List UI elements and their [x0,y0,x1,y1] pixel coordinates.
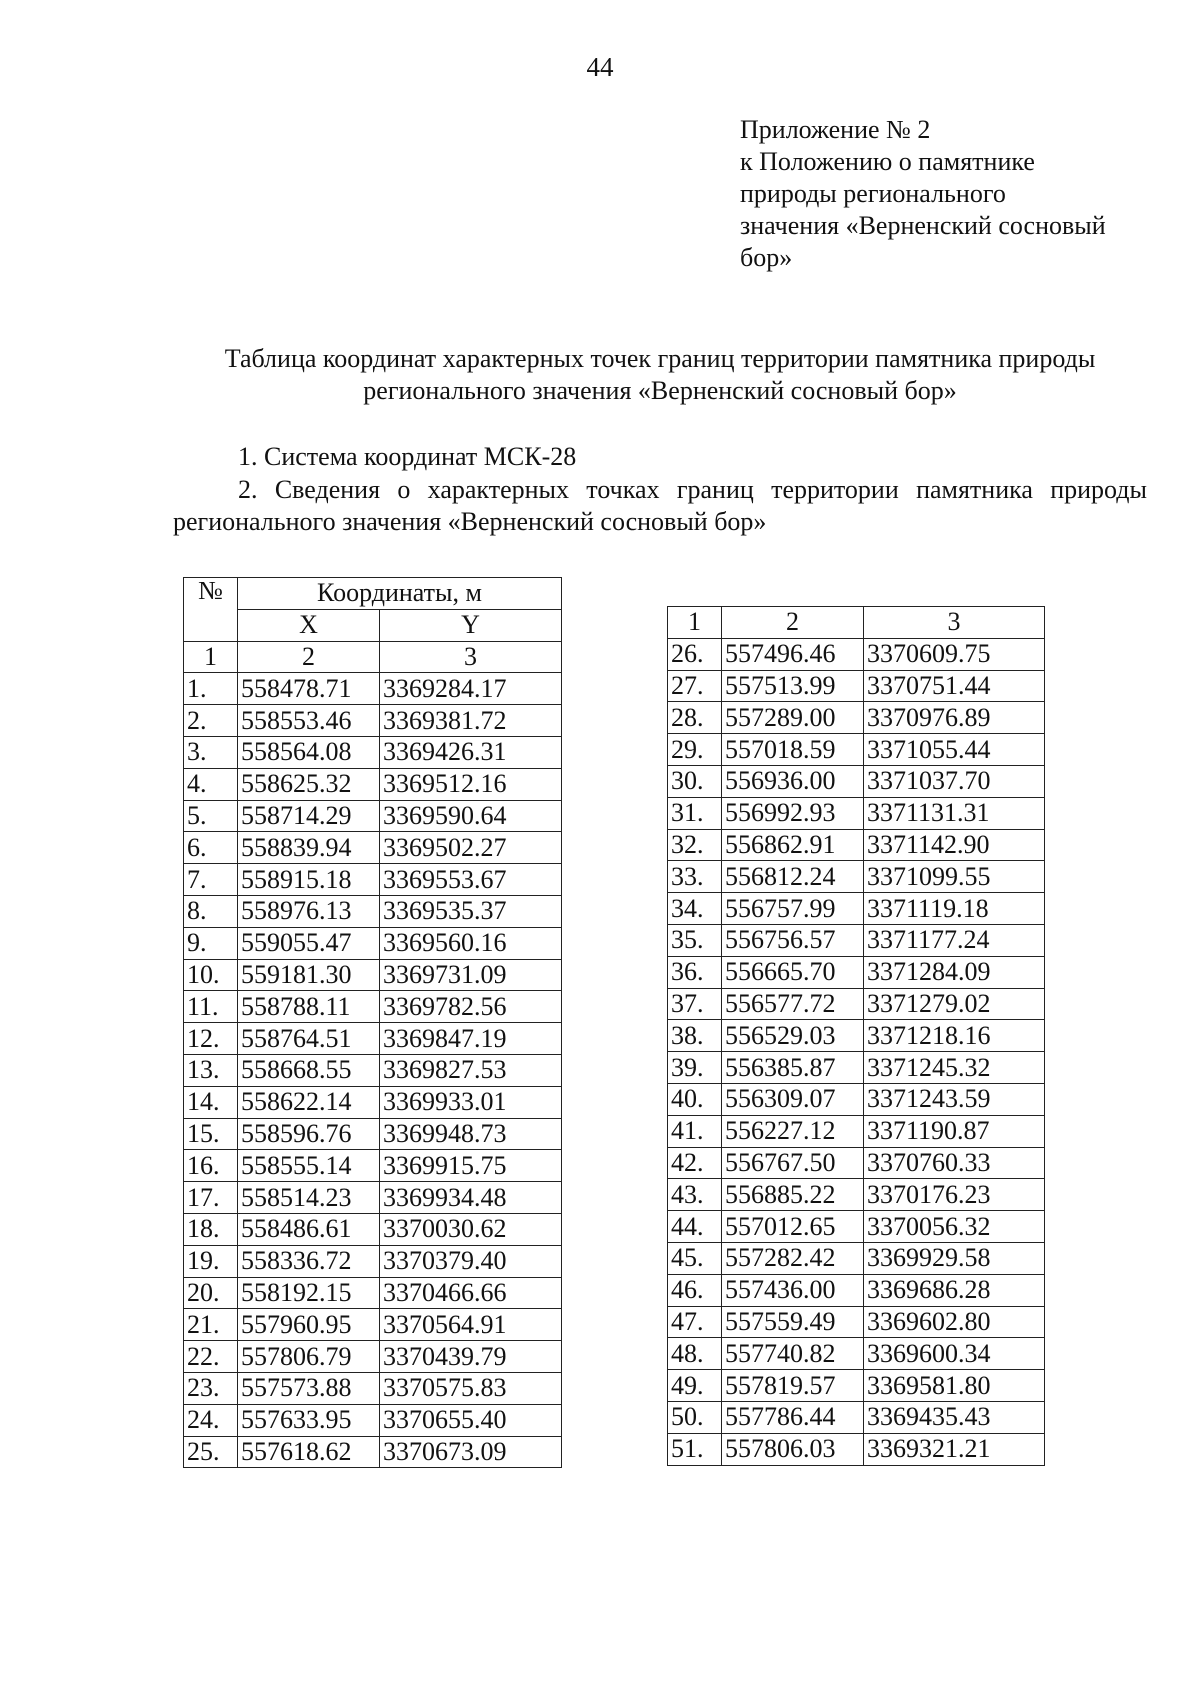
x-coordinate-cell: 559055.47 [238,927,380,959]
x-coordinate-cell: 558514.23 [238,1182,380,1214]
x-coordinate-cell: 558192.15 [238,1277,380,1309]
y-coordinate-cell: 3371218.16 [864,1020,1045,1052]
table-row [184,864,562,896]
table-row [184,991,562,1023]
y-coordinate-cell: 3371279.02 [864,988,1045,1020]
column-number: 3 [864,607,1045,639]
point-number-cell: 33. [668,861,722,893]
table-row [184,1309,562,1341]
x-coordinate-cell: 556767.50 [722,1147,864,1179]
y-coordinate-cell: 3369512.16 [380,768,562,800]
appendix-note [740,114,1160,274]
y-coordinate-cell: 3370976.89 [864,702,1045,734]
point-number-cell: 8. [184,895,238,927]
table-row [668,1338,1045,1370]
x-coordinate-cell: 556885.22 [722,1179,864,1211]
column-number-row [668,607,1045,639]
appendix-line: значения «Верненский сосновый [740,211,1106,240]
column-number: 1 [184,641,238,673]
coordinates-table-right [667,606,1045,1466]
point-number-cell: 28. [668,702,722,734]
table-row [184,1436,562,1468]
x-coordinate-cell: 557282.42 [722,1242,864,1274]
y-coordinate-cell: 3370575.83 [380,1372,562,1404]
table-header-row [184,609,562,641]
point-number-cell: 22. [184,1341,238,1373]
y-coordinate-cell: 3369933.01 [380,1086,562,1118]
x-coordinate-cell: 558486.61 [238,1213,380,1245]
x-coordinate-cell: 556529.03 [722,1020,864,1052]
y-coordinate-cell: 3369847.19 [380,1023,562,1055]
header-coordinates: Координаты, м [238,578,562,610]
point-number-cell: 45. [668,1242,722,1274]
y-coordinate-cell: 3371037.70 [864,765,1045,797]
x-coordinate-cell: 558478.71 [238,673,380,705]
point-number-cell: 16. [184,1150,238,1182]
point-number-cell: 5. [184,800,238,832]
point-number-cell: 21. [184,1309,238,1341]
x-coordinate-cell: 558714.29 [238,800,380,832]
point-number-cell: 20. [184,1277,238,1309]
point-number-cell: 24. [184,1404,238,1436]
point-number-cell: 4. [184,768,238,800]
table-row [668,1242,1045,1274]
point-number-cell: 19. [184,1245,238,1277]
point-number-cell: 9. [184,927,238,959]
table-row [668,924,1045,956]
table-row [184,832,562,864]
table-row [184,1277,562,1309]
y-coordinate-cell: 3369929.58 [864,1242,1045,1274]
column-number-row [184,641,562,673]
y-coordinate-cell: 3369827.53 [380,1054,562,1086]
x-coordinate-cell: 556577.72 [722,988,864,1020]
x-coordinate-cell: 556757.99 [722,893,864,925]
y-coordinate-cell: 3369426.31 [380,736,562,768]
x-coordinate-cell: 557012.65 [722,1211,864,1243]
point-number-cell: 13. [184,1054,238,1086]
table-row [184,959,562,991]
point-number-cell: 3. [184,736,238,768]
table-row [184,1118,562,1150]
y-coordinate-cell: 3371055.44 [864,734,1045,766]
x-coordinate-cell: 558976.13 [238,895,380,927]
point-number-cell: 27. [668,670,722,702]
x-coordinate-cell: 556936.00 [722,765,864,797]
point-number-cell: 48. [668,1338,722,1370]
x-coordinate-cell: 558553.46 [238,705,380,737]
point-number-cell: 51. [668,1433,722,1465]
y-coordinate-cell: 3371190.87 [864,1115,1045,1147]
point-number-cell: 41. [668,1115,722,1147]
x-coordinate-cell: 557633.95 [238,1404,380,1436]
y-coordinate-cell: 3371243.59 [864,1083,1045,1115]
header-x: X [238,609,380,641]
table-row [184,800,562,832]
point-number-cell: 6. [184,832,238,864]
point-number-cell: 25. [184,1436,238,1468]
table-row [668,1370,1045,1402]
table-row [668,702,1045,734]
table-row [184,1372,562,1404]
table-row [668,956,1045,988]
table-row [184,1054,562,1086]
x-coordinate-cell: 558336.72 [238,1245,380,1277]
y-coordinate-cell: 3369435.43 [864,1401,1045,1433]
y-coordinate-cell: 3369581.80 [864,1370,1045,1402]
table-row [184,895,562,927]
point-number-cell: 42. [668,1147,722,1179]
point-number-cell: 40. [668,1083,722,1115]
point-number-cell: 11. [184,991,238,1023]
page-number: 44 [586,52,614,82]
point-number-cell: 18. [184,1213,238,1245]
point-number-cell: 29. [668,734,722,766]
point-number-cell: 23. [184,1372,238,1404]
column-number: 3 [380,641,562,673]
point-number-cell: 46. [668,1274,722,1306]
table-row [668,988,1045,1020]
point-number-cell: 12. [184,1023,238,1055]
y-coordinate-cell: 3369284.17 [380,673,562,705]
x-coordinate-cell: 558564.08 [238,736,380,768]
point-number-cell: 1. [184,673,238,705]
x-coordinate-cell: 557618.62 [238,1436,380,1468]
y-coordinate-cell: 3370439.79 [380,1341,562,1373]
table-row [184,927,562,959]
table-row [668,797,1045,829]
table-row [668,1115,1045,1147]
table-row [668,670,1045,702]
point-number-cell: 35. [668,924,722,956]
x-coordinate-cell: 557786.44 [722,1401,864,1433]
point-number-cell: 34. [668,893,722,925]
appendix-line: природы регионального [740,179,1006,208]
table-row [184,1086,562,1118]
y-coordinate-cell: 3369600.34 [864,1338,1045,1370]
y-coordinate-cell: 3369731.09 [380,959,562,991]
table-row [668,638,1045,670]
table-row [668,1179,1045,1211]
y-coordinate-cell: 3369535.37 [380,895,562,927]
point-number-cell: 39. [668,1052,722,1084]
table-header-row [184,578,562,610]
x-coordinate-cell: 556756.57 [722,924,864,956]
table-row [668,765,1045,797]
appendix-line: бор» [740,243,793,272]
table-row [184,768,562,800]
x-coordinate-cell: 557559.49 [722,1306,864,1338]
y-coordinate-cell: 3369502.27 [380,832,562,864]
x-coordinate-cell: 557496.46 [722,638,864,670]
header-y: Y [380,609,562,641]
point-number-cell: 49. [668,1370,722,1402]
y-coordinate-cell: 3371284.09 [864,956,1045,988]
x-coordinate-cell: 558596.76 [238,1118,380,1150]
x-coordinate-cell: 558915.18 [238,864,380,896]
x-coordinate-cell: 556385.87 [722,1052,864,1084]
column-number: 2 [238,641,380,673]
table-row [668,1433,1045,1465]
x-coordinate-cell: 556862.91 [722,829,864,861]
document-title [170,343,1150,407]
header-number: № [184,578,238,642]
x-coordinate-cell: 556812.24 [722,861,864,893]
table-row [184,1341,562,1373]
point-number-cell: 2. [184,705,238,737]
y-coordinate-cell: 3369381.72 [380,705,562,737]
table-row [184,1150,562,1182]
x-coordinate-cell: 557289.00 [722,702,864,734]
table-row [668,1306,1045,1338]
y-coordinate-cell: 3370655.40 [380,1404,562,1436]
y-coordinate-cell: 3371142.90 [864,829,1045,861]
table-row [184,1213,562,1245]
x-coordinate-cell: 556309.07 [722,1083,864,1115]
x-coordinate-cell: 559181.30 [238,959,380,991]
y-coordinate-cell: 3369915.75 [380,1150,562,1182]
table-row [184,1404,562,1436]
table-row [668,1020,1045,1052]
point-number-cell: 30. [668,765,722,797]
table-row [668,1274,1045,1306]
table-row [668,1211,1045,1243]
y-coordinate-cell: 3370760.33 [864,1147,1045,1179]
point-number-cell: 15. [184,1118,238,1150]
y-coordinate-cell: 3371245.32 [864,1052,1045,1084]
x-coordinate-cell: 556665.70 [722,956,864,988]
x-coordinate-cell: 556227.12 [722,1115,864,1147]
table-row [184,1023,562,1055]
table-row [668,1052,1045,1084]
point-number-cell: 10. [184,959,238,991]
y-coordinate-cell: 3371119.18 [864,893,1045,925]
x-coordinate-cell: 557819.57 [722,1370,864,1402]
title-line: Таблица координат характерных точек границ территории памятника природы [224,344,1096,373]
y-coordinate-cell: 3369590.64 [380,800,562,832]
y-coordinate-cell: 3370564.91 [380,1309,562,1341]
point-number-cell: 44. [668,1211,722,1243]
point-number-cell: 47. [668,1306,722,1338]
table-row [184,705,562,737]
column-number: 1 [668,607,722,639]
table-row [668,893,1045,925]
appendix-line: Приложение № 2 [740,115,931,144]
column-number: 2 [722,607,864,639]
y-coordinate-cell: 3369686.28 [864,1274,1045,1306]
y-coordinate-cell: 3369602.80 [864,1306,1045,1338]
y-coordinate-cell: 3369948.73 [380,1118,562,1150]
point-number-cell: 26. [668,638,722,670]
y-coordinate-cell: 3369560.16 [380,927,562,959]
x-coordinate-cell: 557740.82 [722,1338,864,1370]
point-number-cell: 38. [668,1020,722,1052]
table-row [184,1182,562,1214]
table-row [184,736,562,768]
y-coordinate-cell: 3370176.23 [864,1179,1045,1211]
table-row [668,734,1045,766]
x-coordinate-cell: 558625.32 [238,768,380,800]
x-coordinate-cell: 558668.55 [238,1054,380,1086]
y-coordinate-cell: 3371177.24 [864,924,1045,956]
point-number-cell: 32. [668,829,722,861]
boundary-points-paragraph: 2. Сведения о характерных точках границ территории памятника природы регионального значения «Верненский сосновый бор» [173,475,1147,536]
x-coordinate-cell: 557513.99 [722,670,864,702]
x-coordinate-cell: 556992.93 [722,797,864,829]
y-coordinate-cell: 3369553.67 [380,864,562,896]
point-number-cell: 43. [668,1179,722,1211]
point-number-cell: 17. [184,1182,238,1214]
x-coordinate-cell: 558839.94 [238,832,380,864]
table-row [668,1401,1045,1433]
x-coordinate-cell: 557960.95 [238,1309,380,1341]
y-coordinate-cell: 3370030.62 [380,1213,562,1245]
x-coordinate-cell: 557436.00 [722,1274,864,1306]
y-coordinate-cell: 3370379.40 [380,1245,562,1277]
appendix-line: к Положению о памятнике [740,147,1035,176]
coordinate-system-paragraph: 1. Система координат МСК-28 [238,442,577,471]
y-coordinate-cell: 3371131.31 [864,797,1045,829]
title-line: регионального значения «Верненский сосновый бор» [363,376,957,405]
point-number-cell: 14. [184,1086,238,1118]
x-coordinate-cell: 558764.51 [238,1023,380,1055]
table-row [668,861,1045,893]
x-coordinate-cell: 557018.59 [722,734,864,766]
y-coordinate-cell: 3369934.48 [380,1182,562,1214]
x-coordinate-cell: 557806.79 [238,1341,380,1373]
x-coordinate-cell: 557806.03 [722,1433,864,1465]
x-coordinate-cell: 558788.11 [238,991,380,1023]
x-coordinate-cell: 558555.14 [238,1150,380,1182]
table-row [184,673,562,705]
y-coordinate-cell: 3370609.75 [864,638,1045,670]
table-row [668,829,1045,861]
coordinates-table-left [183,577,562,1468]
x-coordinate-cell: 557573.88 [238,1372,380,1404]
table-row [184,1245,562,1277]
x-coordinate-cell: 558622.14 [238,1086,380,1118]
table-row [668,1147,1045,1179]
point-number-cell: 7. [184,864,238,896]
y-coordinate-cell: 3369321.21 [864,1433,1045,1465]
y-coordinate-cell: 3370056.32 [864,1211,1045,1243]
point-number-cell: 50. [668,1401,722,1433]
y-coordinate-cell: 3369782.56 [380,991,562,1023]
y-coordinate-cell: 3370466.66 [380,1277,562,1309]
y-coordinate-cell: 3371099.55 [864,861,1045,893]
point-number-cell: 37. [668,988,722,1020]
table-row [668,1083,1045,1115]
y-coordinate-cell: 3370673.09 [380,1436,562,1468]
point-number-cell: 36. [668,956,722,988]
y-coordinate-cell: 3370751.44 [864,670,1045,702]
point-number-cell: 31. [668,797,722,829]
